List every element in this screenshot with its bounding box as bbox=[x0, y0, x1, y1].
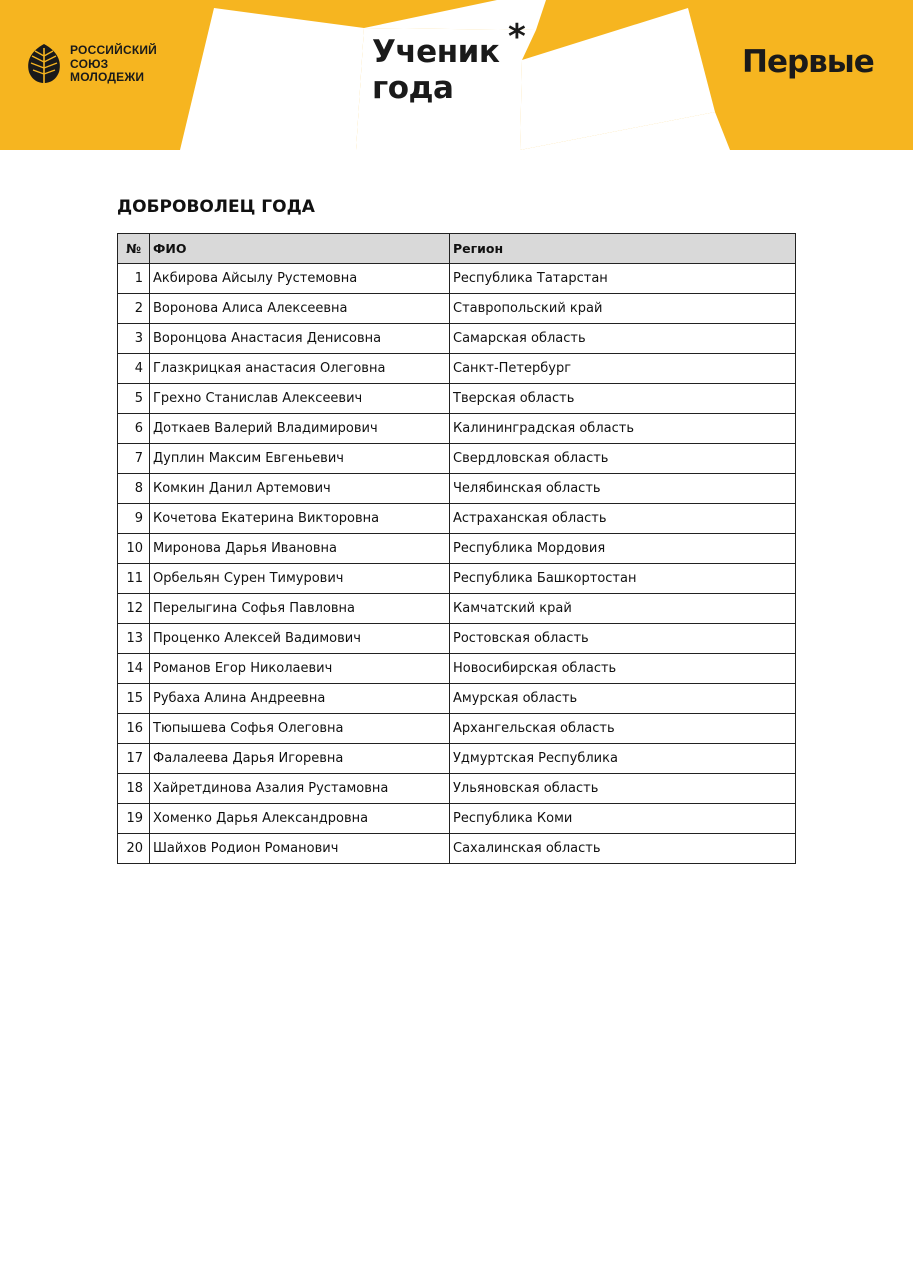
row-number: 17 bbox=[118, 744, 150, 774]
row-full-name: Комкин Данил Артемович bbox=[150, 474, 450, 504]
table-row bbox=[118, 384, 796, 414]
row-region: Тверская область bbox=[450, 384, 796, 414]
row-region: Челябинская область bbox=[450, 474, 796, 504]
row-number: 1 bbox=[118, 264, 150, 294]
row-region: Республика Башкортостан bbox=[450, 564, 796, 594]
row-region: Новосибирская область bbox=[450, 654, 796, 684]
row-region: Ставропольский край bbox=[450, 294, 796, 324]
table-row bbox=[118, 444, 796, 474]
row-region: Удмуртская Республика bbox=[450, 744, 796, 774]
header-banner bbox=[0, 0, 913, 150]
row-full-name: Доткаев Валерий Владимирович bbox=[150, 414, 450, 444]
row-number: 16 bbox=[118, 714, 150, 744]
row-number: 8 bbox=[118, 474, 150, 504]
table-row bbox=[118, 534, 796, 564]
movement-logo: Первые bbox=[742, 44, 874, 80]
row-number: 5 bbox=[118, 384, 150, 414]
row-number: 11 bbox=[118, 564, 150, 594]
table-row bbox=[118, 264, 796, 294]
table-row bbox=[118, 804, 796, 834]
row-full-name: Кочетова Екатерина Викторовна bbox=[150, 504, 450, 534]
header-full-name: ФИО bbox=[150, 234, 450, 264]
volunteers-table bbox=[117, 233, 796, 864]
table-row bbox=[118, 354, 796, 384]
row-full-name: Романов Егор Николаевич bbox=[150, 654, 450, 684]
row-region: Архангельская область bbox=[450, 714, 796, 744]
header-region: Регион bbox=[450, 234, 796, 264]
table-row bbox=[118, 684, 796, 714]
row-full-name: Миронова Дарья Ивановна bbox=[150, 534, 450, 564]
row-full-name: Орбельян Сурен Тимурович bbox=[150, 564, 450, 594]
row-full-name: Хоменко Дарья Александровна bbox=[150, 804, 450, 834]
table-row bbox=[118, 504, 796, 534]
row-number: 3 bbox=[118, 324, 150, 354]
row-full-name: Тюпышева Софья Олеговна bbox=[150, 714, 450, 744]
rsm-leaf-logo bbox=[24, 42, 64, 90]
row-full-name: Хайретдинова Азалия Рустамовна bbox=[150, 774, 450, 804]
table-body bbox=[118, 264, 796, 864]
row-number: 9 bbox=[118, 504, 150, 534]
row-number: 13 bbox=[118, 624, 150, 654]
table-row bbox=[118, 654, 796, 684]
row-region: Астраханская область bbox=[450, 504, 796, 534]
row-number: 18 bbox=[118, 774, 150, 804]
row-full-name: Глазкрицкая анастасия Олеговна bbox=[150, 354, 450, 384]
table-row bbox=[118, 294, 796, 324]
row-full-name: Грехно Станислав Алексеевич bbox=[150, 384, 450, 414]
row-number: 19 bbox=[118, 804, 150, 834]
row-full-name: Фалалеева Дарья Игоревна bbox=[150, 744, 450, 774]
rsm-logo-text: РОССИЙСКИЙ СОЮЗ МОЛОДЕЖИ bbox=[70, 43, 158, 84]
row-number: 10 bbox=[118, 534, 150, 564]
table-row bbox=[118, 594, 796, 624]
table-row bbox=[118, 774, 796, 804]
contest-title: Ученик года bbox=[372, 34, 500, 106]
table-row bbox=[118, 624, 796, 654]
row-number: 15 bbox=[118, 684, 150, 714]
row-region: Санкт-Петербург bbox=[450, 354, 796, 384]
row-full-name: Рубаха Алина Андреевна bbox=[150, 684, 450, 714]
row-number: 7 bbox=[118, 444, 150, 474]
row-number: 20 bbox=[118, 834, 150, 864]
row-region: Ростовская область bbox=[450, 624, 796, 654]
row-number: 14 bbox=[118, 654, 150, 684]
row-number: 2 bbox=[118, 294, 150, 324]
row-region: Республика Мордовия bbox=[450, 534, 796, 564]
table-row bbox=[118, 324, 796, 354]
table-row bbox=[118, 834, 796, 864]
row-number: 12 bbox=[118, 594, 150, 624]
row-full-name: Акбирова Айсылу Рустемовна bbox=[150, 264, 450, 294]
header-number: № bbox=[118, 234, 150, 264]
table-row bbox=[118, 474, 796, 504]
row-region: Сахалинская область bbox=[450, 834, 796, 864]
table-header-row bbox=[118, 234, 796, 264]
row-region: Республика Татарстан bbox=[450, 264, 796, 294]
row-region: Камчатский край bbox=[450, 594, 796, 624]
row-full-name: Проценко Алексей Вадимович bbox=[150, 624, 450, 654]
row-region: Самарская область bbox=[450, 324, 796, 354]
row-full-name: Дуплин Максим Евгеньевич bbox=[150, 444, 450, 474]
row-full-name: Воронова Алиса Алексеевна bbox=[150, 294, 450, 324]
asterisk-icon: * bbox=[508, 17, 526, 57]
row-number: 6 bbox=[118, 414, 150, 444]
table-row bbox=[118, 744, 796, 774]
row-full-name: Шайхов Родион Романович bbox=[150, 834, 450, 864]
row-region: Республика Коми bbox=[450, 804, 796, 834]
table-row bbox=[118, 714, 796, 744]
table-row bbox=[118, 564, 796, 594]
row-number: 4 bbox=[118, 354, 150, 384]
row-full-name: Перелыгина Софья Павловна bbox=[150, 594, 450, 624]
table-row bbox=[118, 414, 796, 444]
row-full-name: Воронцова Анастасия Денисовна bbox=[150, 324, 450, 354]
row-region: Ульяновская область bbox=[450, 774, 796, 804]
row-region: Амурская область bbox=[450, 684, 796, 714]
row-region: Калининградская область bbox=[450, 414, 796, 444]
row-region: Свердловская область bbox=[450, 444, 796, 474]
section-title: ДОБРОВОЛЕЦ ГОДА bbox=[117, 197, 315, 217]
